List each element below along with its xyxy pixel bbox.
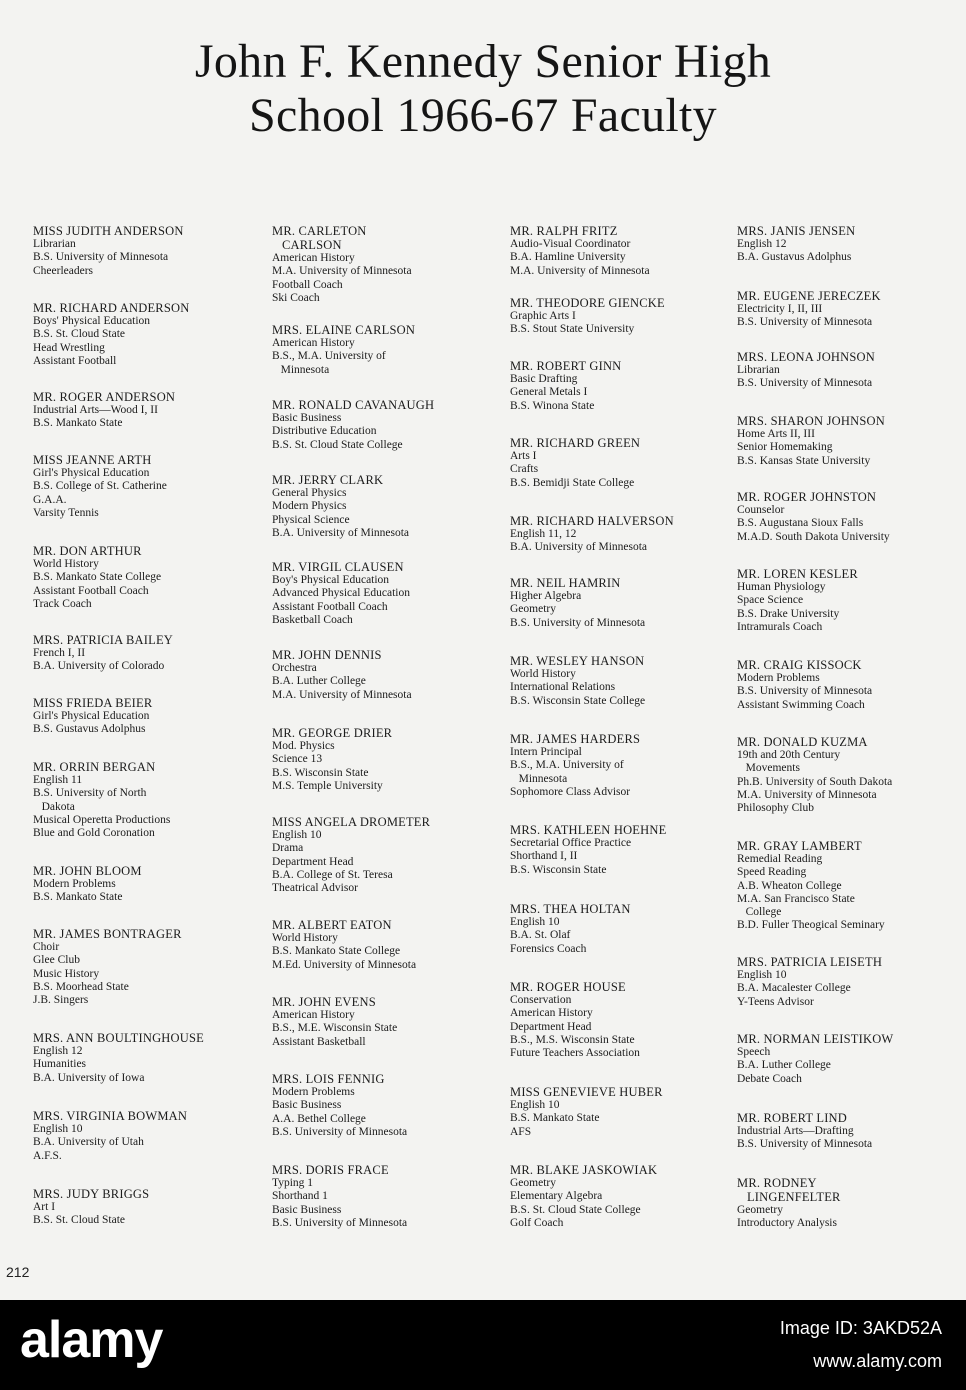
faculty-detail: A.F.S. bbox=[33, 1149, 62, 1162]
faculty-detail: B.S., M.A. University of bbox=[272, 350, 386, 363]
faculty-detail: American History bbox=[272, 252, 355, 264]
faculty-name: MR. JAMES HARDERS bbox=[510, 732, 641, 746]
faculty-name: MRS. DORIS FRACE bbox=[272, 1163, 389, 1177]
faculty-name: MR. RODNEY bbox=[737, 1176, 817, 1190]
faculty-detail: Physical Science bbox=[272, 513, 350, 526]
faculty-detail: B.S. Winona State bbox=[510, 399, 595, 412]
faculty-detail: M.A.D. South Dakota University bbox=[737, 530, 890, 543]
faculty-name: MR. GEORGE DRIER bbox=[272, 726, 393, 740]
faculty-entry bbox=[33, 1187, 149, 1228]
faculty-detail: Distributive Education bbox=[272, 425, 377, 438]
faculty-entry bbox=[33, 1109, 187, 1163]
faculty-detail: Basketball Coach bbox=[272, 613, 353, 626]
faculty-detail: Speed Reading bbox=[737, 866, 807, 879]
faculty-detail: B.S. St. Cloud State College bbox=[272, 438, 403, 451]
faculty-detail: Industrial Arts—Wood I, II bbox=[33, 404, 158, 416]
faculty-detail: A.B. Wheaton College bbox=[737, 879, 842, 892]
faculty-name: MR. RALPH FRITZ bbox=[510, 224, 618, 238]
faculty-detail: M.A. University of Minnesota bbox=[272, 688, 412, 701]
faculty-detail: International Relations bbox=[510, 681, 616, 694]
faculty-detail: Secretarial Office Practice bbox=[510, 837, 632, 849]
faculty-detail: M.A. University of Minnesota bbox=[272, 265, 412, 278]
faculty-detail: Minnesota bbox=[272, 363, 330, 376]
faculty-detail: Advanced Physical Education bbox=[272, 587, 410, 600]
faculty-detail: Golf Coach bbox=[510, 1216, 564, 1229]
faculty-entry bbox=[33, 1031, 204, 1085]
faculty-name: MR. ALBERT EATON bbox=[272, 918, 392, 932]
faculty-detail: Varsity Tennis bbox=[33, 506, 99, 519]
faculty-detail: Elementary Algebra bbox=[510, 1190, 603, 1203]
faculty-detail: Introductory Analysis bbox=[737, 1217, 837, 1230]
faculty-name: MRS. LEONA JOHNSON bbox=[737, 350, 875, 364]
faculty-detail: Geometry bbox=[737, 1204, 783, 1216]
faculty-detail: Mod. Physics bbox=[272, 740, 335, 752]
faculty-detail: Audio-Visual Coordinator bbox=[510, 238, 631, 250]
faculty-entry bbox=[737, 735, 892, 815]
faculty-name: MR. NORMAN LEISTIKOW bbox=[737, 1032, 894, 1046]
faculty-detail: B.S. St. Cloud State bbox=[33, 1214, 126, 1227]
faculty-entry bbox=[510, 654, 645, 708]
faculty-detail: Assistant Football bbox=[33, 354, 117, 367]
faculty-detail: Science 13 bbox=[272, 753, 323, 766]
faculty-entry bbox=[272, 224, 412, 305]
faculty-entry bbox=[33, 633, 173, 674]
faculty-name: CARLSON bbox=[272, 238, 342, 252]
faculty-entry bbox=[33, 760, 170, 840]
faculty-name: MR. ROBERT LIND bbox=[737, 1111, 848, 1125]
faculty-detail: Track Coach bbox=[33, 597, 92, 610]
faculty-detail: Crafts bbox=[510, 463, 539, 476]
faculty-detail: B.A. University of Iowa bbox=[33, 1071, 145, 1084]
faculty-detail: Y-Teens Advisor bbox=[737, 995, 814, 1008]
faculty-name: MISS ANGELA DROMETER bbox=[272, 815, 431, 829]
faculty-detail: College bbox=[737, 906, 782, 919]
faculty-entry bbox=[737, 414, 885, 468]
faculty-detail: English 12 bbox=[737, 238, 787, 250]
faculty-detail: Modern Problems bbox=[737, 672, 820, 684]
faculty-entry bbox=[510, 436, 640, 490]
faculty-entry bbox=[272, 726, 392, 793]
faculty-detail: Assistant Basketball bbox=[272, 1035, 366, 1048]
faculty-name: MR. GRAY LAMBERT bbox=[737, 839, 862, 853]
faculty-detail: Basic Business bbox=[272, 412, 342, 424]
faculty-detail: B.A. University of Colorado bbox=[33, 660, 165, 673]
faculty-name: MR. BLAKE JASKOWIAK bbox=[510, 1163, 658, 1177]
faculty-detail: B.D. Fuller Theogical Seminary bbox=[737, 919, 885, 932]
faculty-detail: B.A. University of Minnesota bbox=[510, 541, 648, 554]
faculty-entry bbox=[33, 927, 182, 1007]
faculty-detail: General Metals I bbox=[510, 386, 588, 399]
faculty-detail: Blue and Gold Coronation bbox=[33, 827, 155, 840]
faculty-detail: B.S. Moorhead State bbox=[33, 980, 129, 993]
footer-image-id: Image ID: 3AKD52A bbox=[779, 1318, 942, 1338]
faculty-detail: B.S. Mankato State College bbox=[272, 945, 401, 958]
faculty-name: MISS JEANNE ARTH bbox=[33, 453, 152, 467]
faculty-name: MISS FRIEDA BEIER bbox=[33, 696, 153, 710]
faculty-detail: Minnesota bbox=[510, 772, 568, 785]
faculty-detail: English 10 bbox=[272, 829, 322, 841]
faculty-detail: B.A. Hamline University bbox=[510, 251, 626, 264]
faculty-entry bbox=[510, 576, 645, 630]
faculty-entry bbox=[33, 696, 152, 737]
faculty-detail: M.A. San Francisco State bbox=[737, 892, 855, 905]
faculty-detail: Department Head bbox=[272, 855, 354, 868]
faculty-entry bbox=[737, 1111, 872, 1152]
faculty-entry bbox=[272, 1163, 407, 1230]
faculty-detail: General Physics bbox=[272, 487, 347, 499]
faculty-name: MR. DONALD KUZMA bbox=[737, 735, 868, 749]
faculty-detail: B.S. Bemidji State College bbox=[510, 476, 635, 489]
faculty-name: MRS. PATRICIA BAILEY bbox=[33, 633, 174, 647]
faculty-detail: B.S., M.E. Wisconsin State bbox=[272, 1022, 398, 1035]
faculty-detail: Girl's Physical Education bbox=[33, 467, 150, 479]
faculty-detail: B.S. Wisconsin State bbox=[510, 863, 607, 876]
faculty-detail: Modern Problems bbox=[33, 878, 116, 890]
page-title-line-2: School 1966-67 Faculty bbox=[249, 89, 717, 142]
faculty-detail: English 10 bbox=[510, 1099, 560, 1111]
faculty-name: MRS. THEA HOLTAN bbox=[510, 902, 631, 916]
faculty-name: MRS. JUDY BRIGGS bbox=[33, 1187, 150, 1201]
faculty-detail: M.Ed. University of Minnesota bbox=[272, 958, 417, 971]
faculty-detail: Forensics Coach bbox=[510, 942, 587, 955]
faculty-detail: Art I bbox=[33, 1201, 56, 1213]
faculty-detail: AFS bbox=[510, 1125, 532, 1138]
faculty-detail: B.S. Kansas State University bbox=[737, 454, 871, 467]
faculty-detail: Human Physiology bbox=[737, 581, 826, 593]
faculty-detail: World History bbox=[510, 668, 576, 680]
faculty-entry bbox=[737, 839, 885, 933]
faculty-name: MRS. JANIS JENSEN bbox=[737, 224, 856, 238]
faculty-detail: Geometry bbox=[510, 603, 556, 616]
faculty-detail: Intramurals Coach bbox=[737, 620, 823, 633]
faculty-entry bbox=[737, 658, 872, 712]
faculty-detail: Department Head bbox=[510, 1020, 592, 1033]
faculty-detail: B.S. College of St. Catherine bbox=[33, 480, 167, 493]
faculty-detail: Librarian bbox=[33, 238, 76, 250]
faculty-detail: World History bbox=[33, 558, 99, 570]
faculty-name: MR. WESLEY HANSON bbox=[510, 654, 645, 668]
faculty-detail: English 10 bbox=[510, 916, 560, 928]
faculty-detail: Drama bbox=[272, 842, 304, 855]
faculty-detail: American History bbox=[272, 1009, 355, 1021]
faculty-entry bbox=[33, 301, 189, 368]
faculty-detail: B.S. University of Minnesota bbox=[737, 377, 873, 390]
faculty-name: MR. JAMES BONTRAGER bbox=[33, 927, 182, 941]
faculty-name: MRS. LOIS FENNIG bbox=[272, 1072, 385, 1086]
faculty-name: MR. ROBERT GINN bbox=[510, 359, 622, 373]
faculty-name: MR. EUGENE JERECZEK bbox=[737, 289, 881, 303]
faculty-detail: Basic Business bbox=[272, 1099, 342, 1112]
faculty-name: MR. DON ARTHUR bbox=[33, 544, 142, 558]
faculty-detail: B.S. University of Minnesota bbox=[272, 1216, 408, 1229]
faculty-detail: World History bbox=[272, 932, 338, 944]
faculty-detail: B.S. Mankato State College bbox=[33, 571, 162, 584]
faculty-detail: 19th and 20th Century bbox=[737, 749, 841, 761]
faculty-detail: B.S. Wisconsin State bbox=[272, 766, 369, 779]
faculty-entry bbox=[737, 1032, 893, 1086]
faculty-entry bbox=[510, 514, 674, 555]
faculty-detail: American History bbox=[272, 337, 355, 349]
faculty-name: LINGENFELTER bbox=[737, 1190, 841, 1204]
faculty-entry bbox=[737, 289, 881, 330]
faculty-detail: Shorthand 1 bbox=[272, 1190, 328, 1203]
faculty-entry bbox=[510, 296, 665, 337]
faculty-name: MR. LOREN KESLER bbox=[737, 567, 858, 581]
faculty-detail: B.S. University of Minnesota bbox=[737, 685, 873, 698]
faculty-entry bbox=[510, 823, 666, 877]
faculty-detail: Intern Principal bbox=[510, 746, 582, 758]
faculty-detail: J.B. Singers bbox=[33, 994, 89, 1007]
page-title-line-1: John F. Kennedy Senior High bbox=[194, 35, 772, 88]
faculty-entry bbox=[33, 224, 184, 278]
faculty-detail: B.S. University of Minnesota bbox=[737, 316, 873, 329]
faculty-name: MRS. SHARON JOHNSON bbox=[737, 414, 885, 428]
faculty-detail: B.S. University of Minnesota bbox=[510, 616, 646, 629]
faculty-entry bbox=[272, 323, 415, 377]
faculty-detail: Football Coach bbox=[272, 278, 343, 291]
faculty-detail: English 10 bbox=[33, 1123, 83, 1135]
faculty-detail: English 11, 12 bbox=[510, 528, 577, 540]
faculty-detail: Dakota bbox=[33, 800, 75, 813]
faculty-detail: B.A. Luther College bbox=[272, 675, 366, 688]
faculty-name: MR. JOHN DENNIS bbox=[272, 648, 382, 662]
faculty-detail: Modern Problems bbox=[272, 1086, 355, 1098]
faculty-name: MRS. KATHLEEN HOEHNE bbox=[510, 823, 667, 837]
faculty-detail: Ski Coach bbox=[272, 291, 320, 304]
faculty-detail: Shorthand I, II bbox=[510, 850, 578, 863]
faculty-entry bbox=[737, 490, 890, 544]
faculty-entry bbox=[33, 864, 142, 905]
faculty-detail: B.S. University of Minnesota bbox=[33, 251, 169, 264]
faculty-detail: Home Arts II, III bbox=[737, 428, 815, 440]
faculty-detail: B.S. Mankato State bbox=[33, 417, 123, 430]
faculty-entry bbox=[510, 359, 621, 413]
faculty-entry bbox=[737, 350, 875, 391]
faculty-detail: English 12 bbox=[33, 1045, 83, 1057]
faculty-name: MR. RONALD CAVANAUGH bbox=[272, 398, 435, 412]
faculty-detail: B.S. St. Cloud State bbox=[33, 328, 126, 341]
faculty-entry bbox=[510, 980, 640, 1060]
faculty-name: MR. ROGER JOHNSTON bbox=[737, 490, 877, 504]
faculty-detail: Choir bbox=[33, 941, 60, 953]
page-number: 212 bbox=[6, 1264, 30, 1280]
faculty-name: MR. RICHARD GREEN bbox=[510, 436, 641, 450]
faculty-detail: Industrial Arts—Drafting bbox=[737, 1125, 854, 1137]
faculty-detail: M.A. University of Minnesota bbox=[510, 264, 650, 277]
faculty-detail: B.S. Gustavus Adolphus bbox=[33, 723, 146, 736]
faculty-detail: B.S. St. Cloud State College bbox=[510, 1203, 641, 1216]
faculty-name: MR. RICHARD ANDERSON bbox=[33, 301, 190, 315]
faculty-detail: B.S. Mankato State bbox=[510, 1112, 600, 1125]
faculty-entry bbox=[33, 453, 167, 520]
faculty-detail: B.S., M.S. Wisconsin State bbox=[510, 1033, 635, 1046]
faculty-detail: Cheerleaders bbox=[33, 264, 94, 277]
faculty-detail: B.S. University of Minnesota bbox=[272, 1125, 408, 1138]
faculty-entry bbox=[33, 544, 161, 611]
faculty-entry bbox=[272, 815, 430, 895]
faculty-detail: M.S. Temple University bbox=[272, 779, 383, 792]
faculty-entry bbox=[272, 918, 416, 972]
faculty-detail: Boy's Physical Education bbox=[272, 574, 390, 586]
faculty-detail: Humanities bbox=[33, 1058, 87, 1071]
faculty-detail: Geometry bbox=[510, 1177, 556, 1189]
faculty-entry bbox=[272, 1072, 407, 1139]
faculty-detail: English 11 bbox=[33, 774, 83, 786]
faculty-detail: B.S. Stout State University bbox=[510, 323, 635, 336]
faculty-name: MR. ORRIN BERGAN bbox=[33, 760, 156, 774]
faculty-detail: Graphic Arts I bbox=[510, 310, 576, 322]
faculty-name: MR. VIRGIL CLAUSEN bbox=[272, 560, 404, 574]
faculty-detail: B.S. Mankato State bbox=[33, 891, 123, 904]
faculty-detail: Assistant Football Coach bbox=[33, 584, 149, 597]
faculty-detail: Philosophy Club bbox=[737, 802, 815, 815]
faculty-entry bbox=[272, 398, 434, 452]
faculty-detail: Modern Physics bbox=[272, 500, 347, 513]
faculty-detail: M.A. University of Minnesota bbox=[737, 788, 877, 801]
faculty-detail: Space Science bbox=[737, 594, 804, 607]
faculty-detail: G.A.A. bbox=[33, 493, 67, 506]
faculty-detail: American History bbox=[510, 1007, 593, 1020]
faculty-detail: A.A. Bethel College bbox=[272, 1112, 366, 1125]
faculty-detail: Speech bbox=[737, 1046, 771, 1058]
faculty-detail: B.A. Luther College bbox=[737, 1059, 831, 1072]
faculty-detail: Sophomore Class Advisor bbox=[510, 785, 631, 798]
faculty-detail: B.A. St. Olaf bbox=[510, 929, 571, 942]
faculty-entry bbox=[510, 1085, 663, 1139]
faculty-name: MR. RICHARD HALVERSON bbox=[510, 514, 674, 528]
faculty-detail: Glee Club bbox=[33, 954, 80, 967]
faculty-entry bbox=[272, 995, 397, 1049]
faculty-entry bbox=[272, 473, 409, 540]
faculty-name: MR. CRAIG KISSOCK bbox=[737, 658, 862, 672]
faculty-detail: Boys' Physical Education bbox=[33, 315, 151, 327]
faculty-name: MR. NEIL HAMRIN bbox=[510, 576, 621, 590]
faculty-entry bbox=[33, 390, 175, 431]
faculty-name: MISS GENEVIEVE HUBER bbox=[510, 1085, 663, 1099]
faculty-detail: Counselor bbox=[737, 504, 785, 516]
faculty-detail: Electricity I, II, III bbox=[737, 303, 823, 315]
faculty-entry bbox=[737, 1176, 841, 1231]
faculty-entry bbox=[272, 648, 412, 702]
faculty-detail: Debate Coach bbox=[737, 1072, 802, 1085]
faculty-name: MISS JUDITH ANDERSON bbox=[33, 224, 184, 238]
faculty-detail: B.A. University of Minnesota bbox=[272, 526, 410, 539]
faculty-detail: Higher Algebra bbox=[510, 590, 582, 602]
footer-url: www.alamy.com bbox=[813, 1351, 942, 1371]
faculty-detail: Girl's Physical Education bbox=[33, 710, 150, 722]
faculty-detail: Senior Homemaking bbox=[737, 441, 833, 454]
faculty-entry bbox=[510, 224, 650, 278]
faculty-detail: Conservation bbox=[510, 994, 572, 1006]
faculty-detail: B.A. University of Utah bbox=[33, 1136, 144, 1149]
faculty-detail: B.S. Wisconsin State College bbox=[510, 694, 646, 707]
faculty-detail: English 10 bbox=[737, 969, 787, 981]
faculty-detail: Librarian bbox=[737, 364, 780, 376]
faculty-detail: B.S. University of North bbox=[33, 787, 147, 800]
faculty-detail: Basic Drafting bbox=[510, 373, 578, 385]
faculty-detail: Orchestra bbox=[272, 662, 317, 674]
faculty-detail: Arts I bbox=[510, 450, 537, 462]
faculty-detail: B.S. Drake University bbox=[737, 607, 840, 620]
faculty-detail: Basic Business bbox=[272, 1203, 342, 1216]
faculty-entry bbox=[737, 955, 882, 1009]
faculty-detail: B.A. Gustavus Adolphus bbox=[737, 251, 852, 264]
faculty-detail: Ph.B. University of South Dakota bbox=[737, 775, 893, 788]
faculty-detail: Assistant Football Coach bbox=[272, 600, 388, 613]
faculty-name: MR. JERRY CLARK bbox=[272, 473, 384, 487]
faculty-entry bbox=[737, 224, 855, 265]
faculty-entry bbox=[510, 732, 640, 799]
faculty-detail: B.A. College of St. Teresa bbox=[272, 868, 393, 881]
faculty-entry bbox=[510, 1163, 657, 1230]
faculty-name: MR. JOHN EVENS bbox=[272, 995, 376, 1009]
faculty-detail: Typing 1 bbox=[272, 1177, 314, 1189]
faculty-name: MR. CARLETON bbox=[272, 224, 367, 238]
faculty-detail: Assistant Swimming Coach bbox=[737, 698, 865, 711]
faculty-detail: Movements bbox=[737, 762, 800, 775]
faculty-detail: B.S. Augustana Sioux Falls bbox=[737, 517, 864, 530]
faculty-detail: French I, II bbox=[33, 647, 86, 659]
faculty-name: MR. ROGER HOUSE bbox=[510, 980, 626, 994]
faculty-detail: Remedial Reading bbox=[737, 853, 823, 865]
faculty-name: MRS. PATRICIA LEISETH bbox=[737, 955, 883, 969]
faculty-entry bbox=[737, 567, 858, 634]
faculty-name: MRS. ANN BOULTINGHOUSE bbox=[33, 1031, 204, 1045]
faculty-entry bbox=[510, 902, 631, 956]
faculty-detail: B.S. University of Minnesota bbox=[737, 1138, 873, 1151]
faculty-name: MRS. VIRGINIA BOWMAN bbox=[33, 1109, 188, 1123]
faculty-detail: Musical Operetta Productions bbox=[33, 813, 171, 826]
faculty-detail: Future Teachers Association bbox=[510, 1047, 640, 1060]
faculty-name: MR. JOHN BLOOM bbox=[33, 864, 142, 878]
faculty-detail: Head Wrestling bbox=[33, 341, 105, 354]
faculty-detail: Music History bbox=[33, 967, 100, 980]
footer-brand-logo: alamy bbox=[20, 1311, 163, 1369]
faculty-name: MR. ROGER ANDERSON bbox=[33, 390, 176, 404]
faculty-entry bbox=[272, 560, 410, 627]
faculty-name: MR. THEODORE GIENCKE bbox=[510, 296, 665, 310]
faculty-detail: Theatrical Advisor bbox=[272, 882, 358, 895]
faculty-detail: B.A. Macalester College bbox=[737, 982, 851, 995]
faculty-name: MRS. ELAINE CARLSON bbox=[272, 323, 416, 337]
faculty-detail: B.S., M.A. University of bbox=[510, 759, 624, 772]
